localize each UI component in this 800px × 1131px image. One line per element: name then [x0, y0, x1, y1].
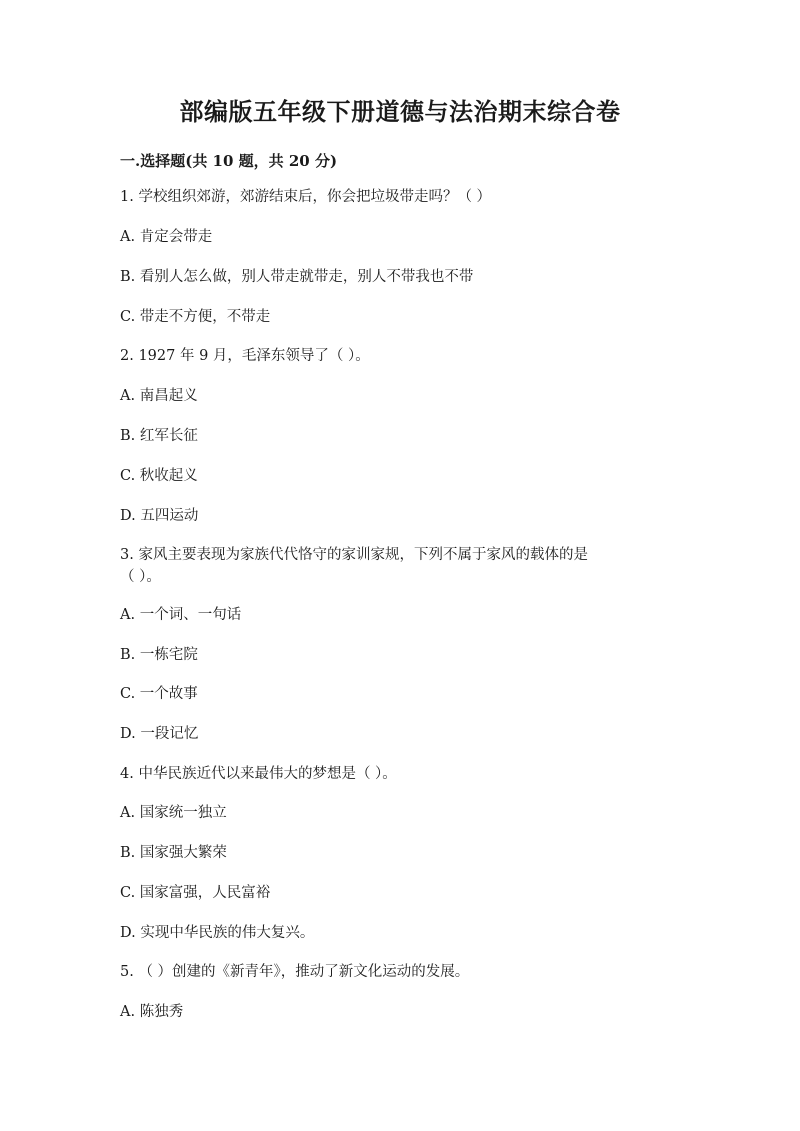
- question-2-option-a: A. 南昌起义: [120, 388, 198, 404]
- question-1-stem: 1. 学校组织郊游，郊游结束后，你会把垃圾带走吗？（ ）: [120, 189, 492, 205]
- question-5-option-a: A. 陈独秀: [120, 1004, 184, 1020]
- question-5-stem: 5. （ ）创建的《新青年》，推动了新文化运动的发展。: [120, 964, 470, 980]
- question-1-option-b: B. 看别人怎么做，别人带走就带走，别人不带我也不带: [120, 269, 474, 285]
- question-2-option-b: B. 红军长征: [120, 428, 198, 444]
- question-2-option-d: D. 五四运动: [120, 508, 199, 524]
- question-2-stem: 2. 1927 年 9 月，毛泽东领导了（ ）。: [120, 348, 370, 364]
- question-3-option-b: B. 一栋宅院: [120, 647, 198, 663]
- question-3-stem-continued: （ ）。: [120, 569, 161, 585]
- question-4-option-c: C. 国家富强，人民富裕: [120, 885, 271, 901]
- question-1-option-a: A. 肯定会带走: [120, 229, 213, 245]
- question-3-option-d: D. 一段记忆: [120, 726, 199, 742]
- question-3-stem: 3. 家风主要表现为家族代代恪守的家训家规，下列不属于家风的载体的是: [120, 547, 588, 563]
- question-4-option-d: D. 实现中华民族的伟大复兴。: [120, 925, 315, 941]
- section-heading: 一.选择题(共 10 题，共 20 分): [120, 152, 338, 170]
- question-2-option-c: C. 秋收起义: [120, 468, 198, 484]
- question-4-stem: 4. 中华民族近代以来最伟大的梦想是（ ）。: [120, 766, 397, 782]
- question-1-option-c: C. 带走不方便，不带走: [120, 309, 271, 325]
- question-4-option-a: A. 国家统一独立: [120, 805, 227, 821]
- question-4-option-b: B. 国家强大繁荣: [120, 845, 227, 861]
- question-3-option-c: C. 一个故事: [120, 686, 198, 702]
- question-3-option-a: A. 一个词、一句话: [120, 607, 242, 623]
- exam-title: 部编版五年级下册道德与法治期末综合卷: [179, 97, 621, 126]
